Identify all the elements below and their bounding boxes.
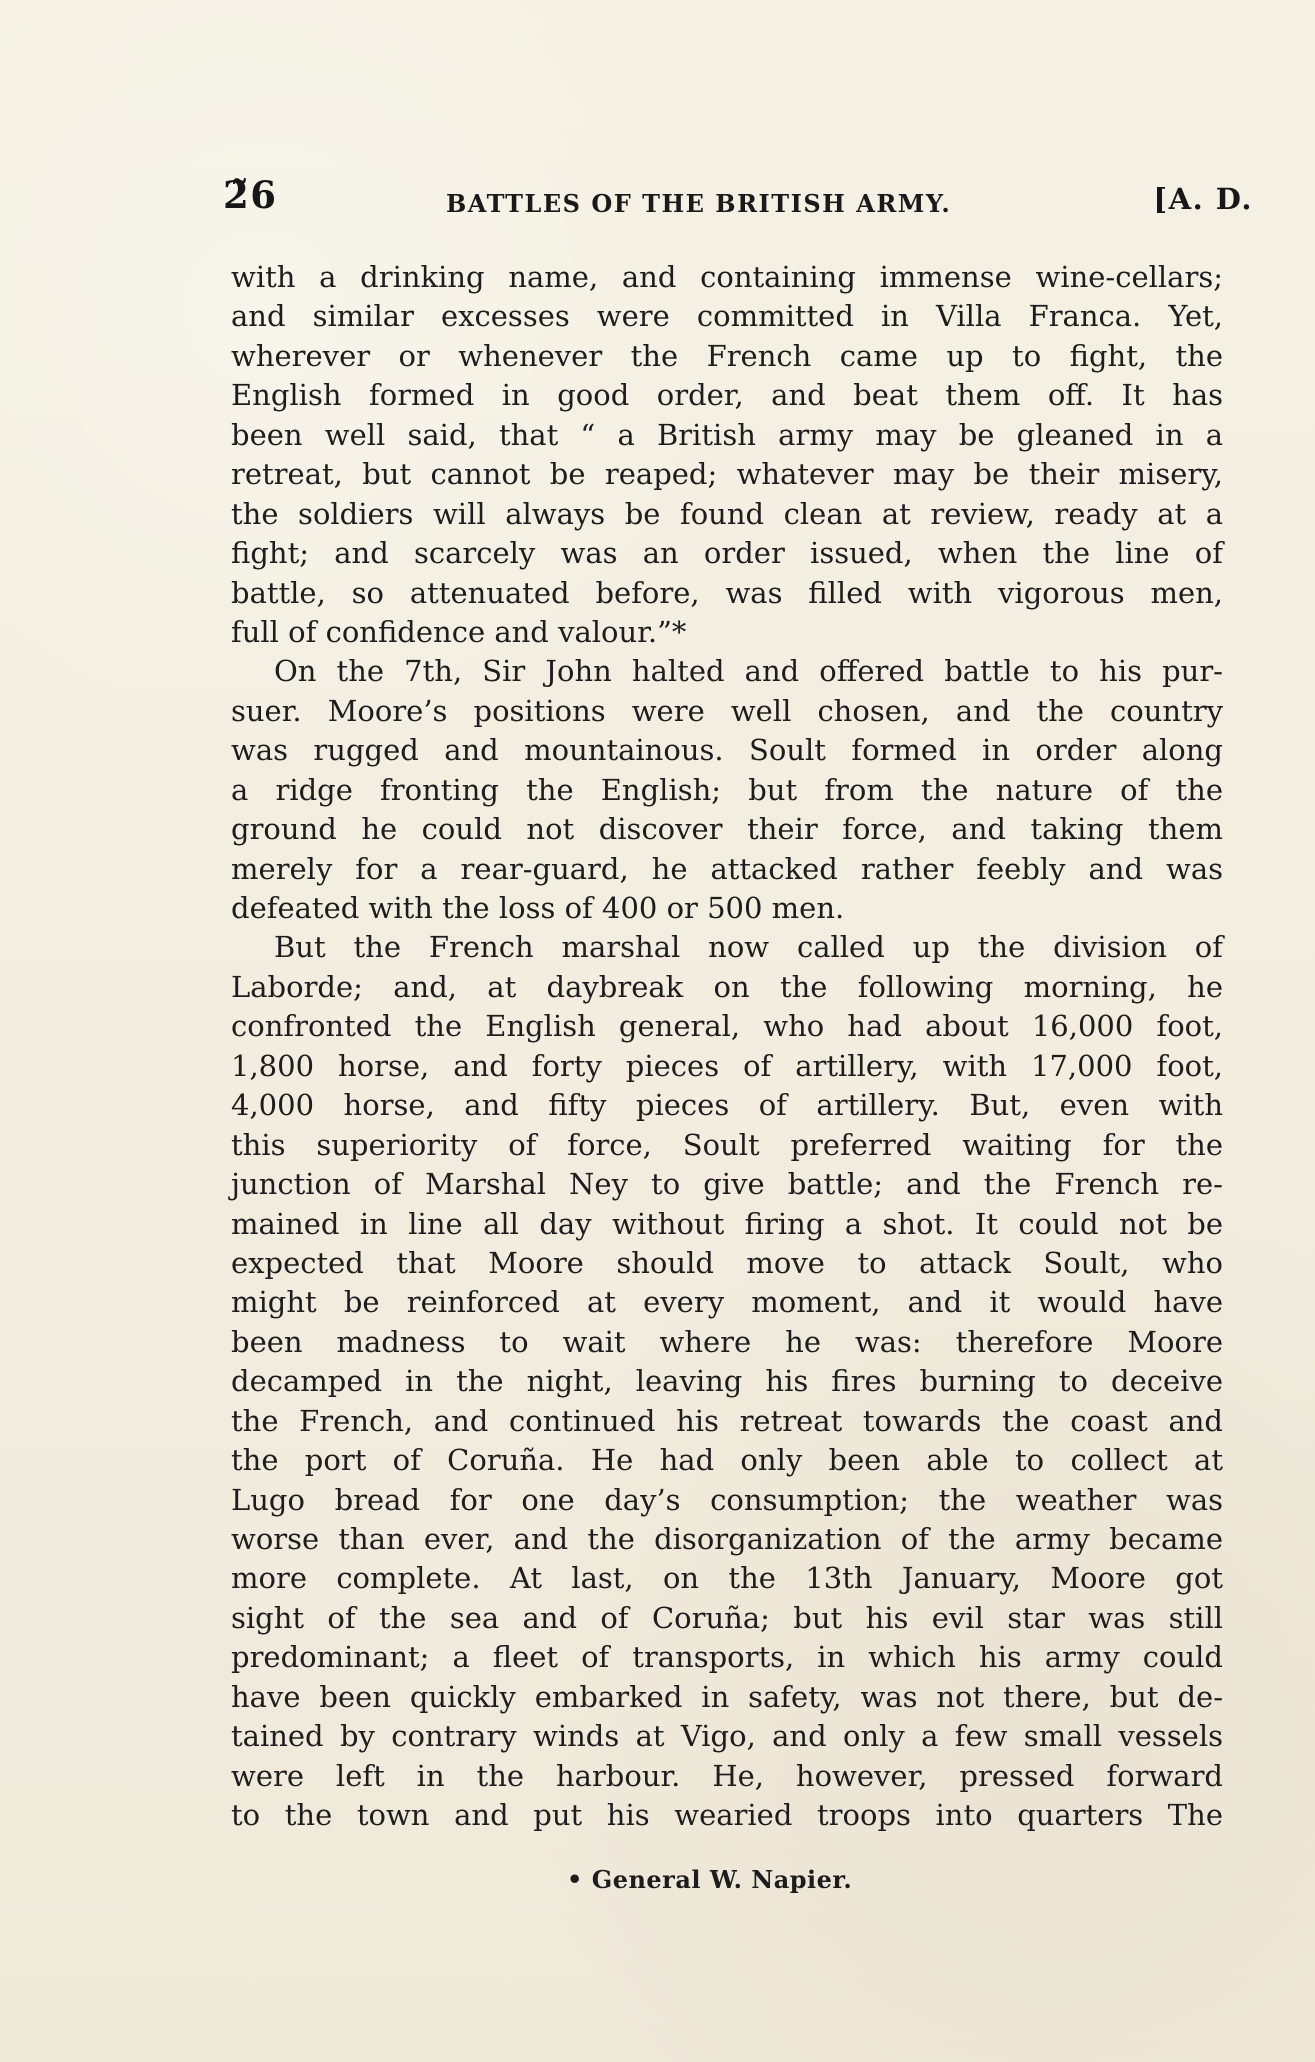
text-line: expected that Moore should move to attack Soult, who (231, 1245, 1223, 1280)
text-line: was rugged and mountainous. Soult formed in order along (231, 733, 1223, 768)
text-line: 4,000 horse, and fifty pieces of artillery. But, even with (231, 1088, 1223, 1123)
text-line: were left in the harbour. He, however, pressed forward (231, 1758, 1223, 1793)
text-line: junction of Marshal Ney to give battle; and the French re- (231, 1167, 1223, 1202)
text-line: wherever or whenever the French came up to fight, the (231, 338, 1223, 373)
text-line: might be reinforced at every moment, and it would have (231, 1285, 1223, 1320)
text-line: predominant; a fleet of transports, in which his army could (231, 1640, 1223, 1675)
text-line: full of confidence and valour.”* (231, 614, 687, 649)
running-title: BATTLES OF THE BRITISH ARMY. (446, 189, 952, 218)
text-line: defeated with the loss of 400 or 500 men. (231, 891, 845, 925)
text-line: suer. Moore’s positions were well chosen, and the country (231, 693, 1223, 728)
text-line: the French, and continued his retreat towards the coast and (231, 1403, 1223, 1438)
text-line: worse than ever, and the disorganization of the army became (231, 1522, 1223, 1556)
text-line: merely for a rear-guard, he attacked rather feebly and was (231, 851, 1223, 886)
text-line: battle, so attenuated before, was filled with vigorous men, (231, 575, 1223, 610)
text-line: a ridge fronting the English; but from the nature of the (231, 772, 1223, 807)
page-header (223, 173, 1261, 225)
text-line: 1,800 horse, and forty pieces of artillery, with 17,000 foot, (231, 1048, 1223, 1083)
paragraph-start-line: But the French marshal now called up the division of (274, 930, 1223, 965)
text-line: Laborde; and, at daybreak on the following morning, he (231, 969, 1223, 1004)
text-line: confronted the English general, who had about 16,000 foot, (231, 1009, 1223, 1044)
text-line: English formed in good order, and beat them off. It has (231, 378, 1223, 413)
text-line: retreat, but cannot be reaped; whatever may be their misery, (231, 457, 1223, 492)
body-text (231, 258, 1223, 1836)
text-line: to the town and put his wearied troops into quarters The (231, 1798, 1223, 1833)
text-line: mained in line all day without firing a shot. It could not be (231, 1206, 1223, 1241)
text-line: the port of Coruña. He had only been able to collect at (231, 1443, 1223, 1478)
text-line: Lugo bread for one day’s consumption; the weather was (231, 1482, 1223, 1517)
paragraph-start-line: On the 7th, Sir John halted and offered battle to his pur- (274, 654, 1223, 689)
text-line: the soldiers will always be found clean at review, ready at a (231, 496, 1223, 531)
footnote: • General W. Napier. (567, 1865, 853, 1894)
text-line: ground he could not discover their force, and taking them (231, 812, 1223, 847)
text-line: this superiority of force, Soult preferred waiting for the (231, 1127, 1223, 1162)
text-line: been madness to wait where he was: therefore Moore (231, 1324, 1223, 1359)
page-number: 2̃6 (223, 173, 278, 217)
text-line: decamped in the night, leaving his fires burning to deceive (231, 1364, 1223, 1399)
text-line: with a drinking name, and containing immense wine-cellars; (231, 260, 1223, 294)
text-line: fight; and scarcely was an order issued, when the line of (231, 536, 1223, 571)
text-line: tained by contrary winds at Vigo, and only a few small vessels (231, 1719, 1223, 1754)
text-line: sight of the sea and of Coruña; but his evil star was still (231, 1600, 1223, 1635)
text-line: more complete. At last, on the 13th January, Moore got (231, 1561, 1223, 1596)
text-line: been well said, that “ a British army may be gleaned in a (231, 417, 1223, 452)
era-marker: [A. D. (1153, 182, 1253, 216)
text-line: have been quickly embarked in safety, was not there, but de- (231, 1679, 1223, 1714)
text-line: and similar excesses were committed in Villa Franca. Yet, (231, 299, 1223, 334)
